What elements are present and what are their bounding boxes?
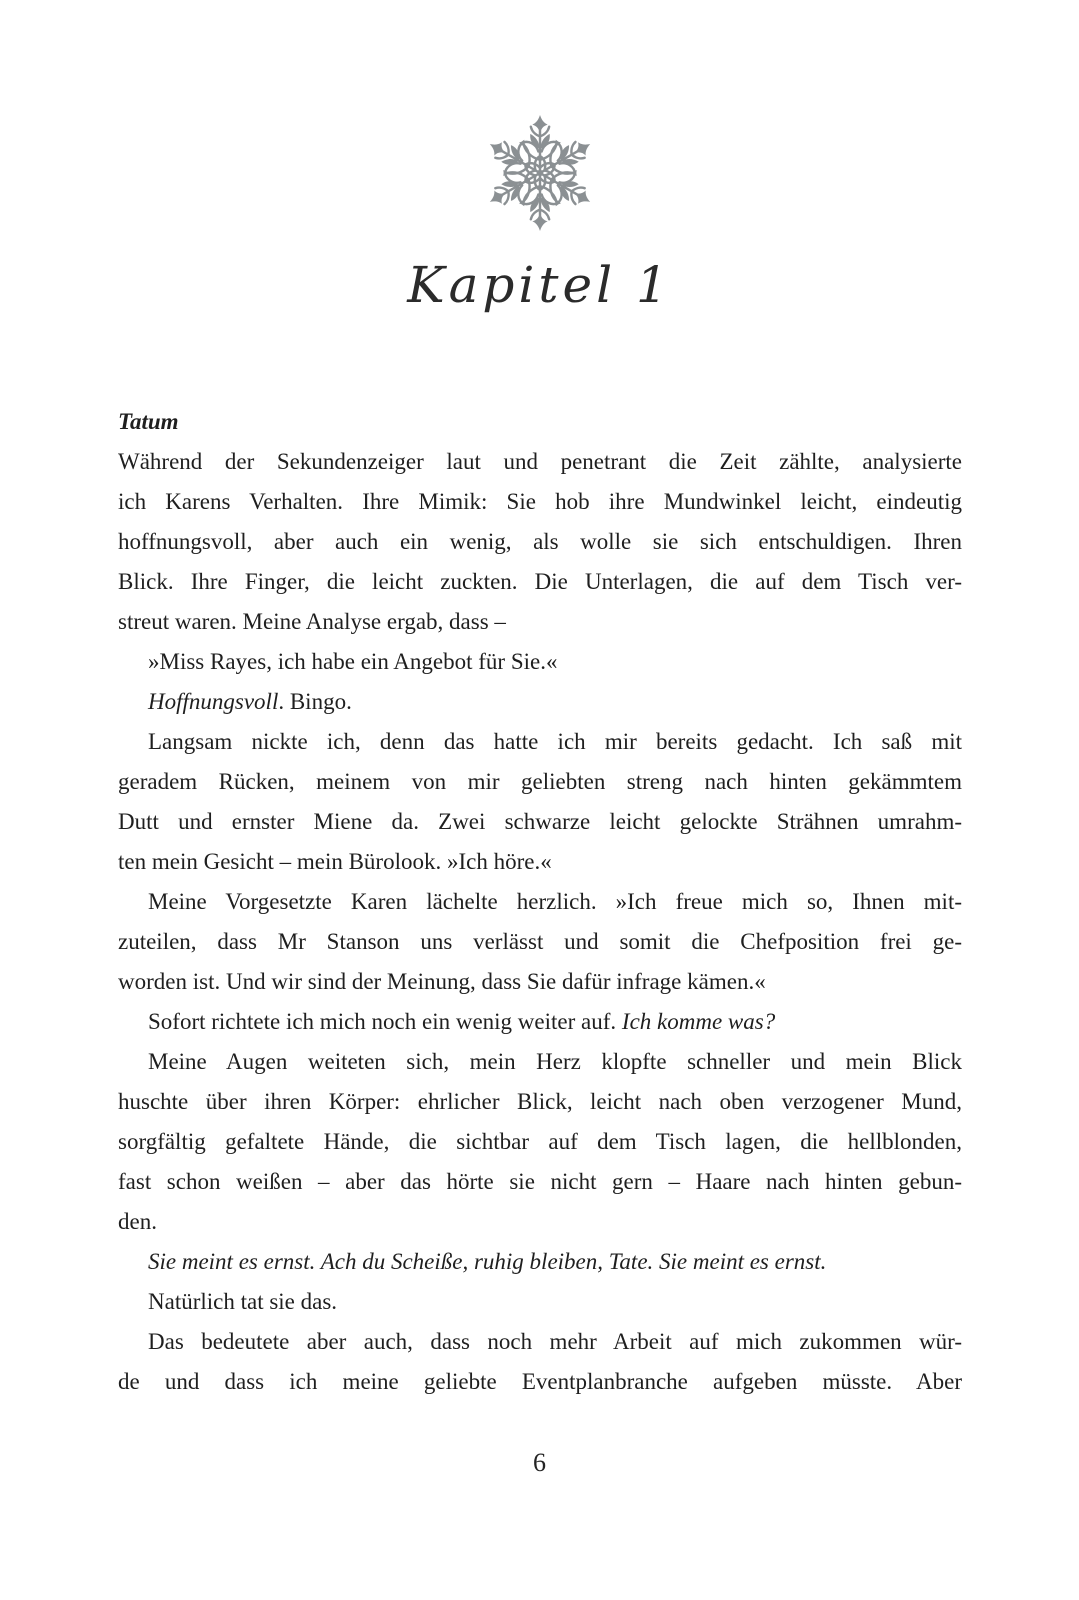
text-run: de und dass ich meine geliebte Eventplanbranche aufgeben müsste. Aber — [118, 1369, 962, 1394]
body-text-block — [118, 402, 962, 1402]
text-run: sorgfältig gefaltete Hände, die sichtbar auf dem Tisch lagen, die hellblonden, — [118, 1129, 962, 1154]
page-number: 6 — [533, 1448, 546, 1477]
text-line — [118, 1282, 962, 1322]
text-line — [118, 1242, 962, 1282]
text-run: streut waren. Meine Analyse ergab, dass – — [118, 609, 506, 634]
text-line — [118, 1362, 962, 1402]
text-run: »Miss Rayes, ich habe ein Angebot für Sie.« — [148, 649, 558, 674]
text-line — [118, 1202, 962, 1242]
text-line — [118, 1002, 962, 1042]
paragraph — [118, 1002, 962, 1042]
text-run: geradem Rücken, meinem von mir geliebten streng nach hinten gekämmtem — [118, 769, 962, 794]
text-run: zuteilen, dass Mr Stanson uns verlässt und somit die Chefposition frei ge- — [118, 929, 962, 954]
text-run: Das bedeutete aber auch, dass noch mehr Arbeit auf mich zukommen wür- — [148, 1329, 962, 1354]
italic-text-run: Ich komme was? — [621, 1009, 776, 1034]
paragraph — [118, 642, 962, 682]
text-line — [118, 722, 962, 762]
text-run: hoffnungsvoll, aber auch ein wenig, als wolle sie sich entschuldigen. Ihren — [118, 529, 962, 554]
text-line — [118, 1322, 962, 1362]
text-line — [118, 682, 962, 722]
paragraph — [118, 1282, 962, 1322]
text-run: Meine Augen weiteten sich, mein Herz klopfte schneller und mein Blick — [148, 1049, 962, 1074]
text-line — [118, 482, 962, 522]
text-run: worden ist. Und wir sind der Meinung, dass Sie dafür infrage kämen.« — [118, 969, 766, 994]
paragraph — [118, 442, 962, 642]
paragraph — [118, 1322, 962, 1402]
text-line — [118, 442, 962, 482]
body-text — [118, 442, 962, 1402]
text-run: ich Karens Verhalten. Ihre Mimik: Sie hob ihre Mundwinkel leicht, eindeutig — [118, 489, 962, 514]
text-line — [118, 1042, 962, 1082]
text-line — [118, 962, 962, 1002]
text-line — [118, 1162, 962, 1202]
text-run: Natürlich tat sie das. — [148, 1289, 338, 1314]
italic-text-run: Hoffnungsvoll — [148, 689, 279, 714]
text-run: Langsam nickte ich, denn das hatte ich mir bereits gedacht. Ich saß mit — [148, 729, 962, 754]
snowflake-icon — [479, 112, 601, 234]
text-run: Sofort richtete ich mich noch ein wenig weiter auf. — [148, 1009, 622, 1034]
text-line — [118, 842, 962, 882]
text-line — [118, 522, 962, 562]
text-line — [118, 1122, 962, 1162]
paragraph — [118, 1042, 962, 1242]
text-line — [118, 882, 962, 922]
text-run: fast schon weißen – aber das hörte sie nicht gern – Haare nach hinten gebun- — [118, 1169, 962, 1194]
text-run: Dutt und ernster Miene da. Zwei schwarze leicht gelockte Strähnen umrahm- — [118, 809, 962, 834]
text-run: Meine Vorgesetzte Karen lächelte herzlich. »Ich freue mich so, Ihnen mit- — [148, 889, 962, 914]
text-line — [118, 1082, 962, 1122]
italic-text-run: Sie meint es ernst. Ach du Scheiße, ruhig bleiben, Tate. Sie meint es ernst. — [148, 1249, 827, 1274]
text-line — [118, 762, 962, 802]
paragraph — [118, 682, 962, 722]
text-line — [118, 922, 962, 962]
text-line — [118, 642, 962, 682]
chapter-title: Kapitel 1 — [407, 256, 672, 314]
paragraph — [118, 882, 962, 1002]
text-line — [118, 562, 962, 602]
section-heading: Tatum — [118, 409, 179, 434]
text-run: den. — [118, 1209, 157, 1234]
text-line — [118, 602, 962, 642]
paragraph — [118, 1242, 962, 1282]
text-run: . Bingo. — [278, 689, 352, 714]
text-line — [118, 802, 962, 842]
text-run: Blick. Ihre Finger, die leicht zuckten. Die Unterlagen, die auf dem Tisch ver- — [118, 569, 962, 594]
text-run: huschte über ihren Körper: ehrlicher Blick, leicht nach oben verzogener Mund, — [118, 1089, 962, 1114]
paragraph — [118, 722, 962, 882]
text-run: Während der Sekundenzeiger laut und penetrant die Zeit zählte, analysierte — [118, 449, 962, 474]
text-run: ten mein Gesicht – mein Bürolook. »Ich höre.« — [118, 849, 552, 874]
